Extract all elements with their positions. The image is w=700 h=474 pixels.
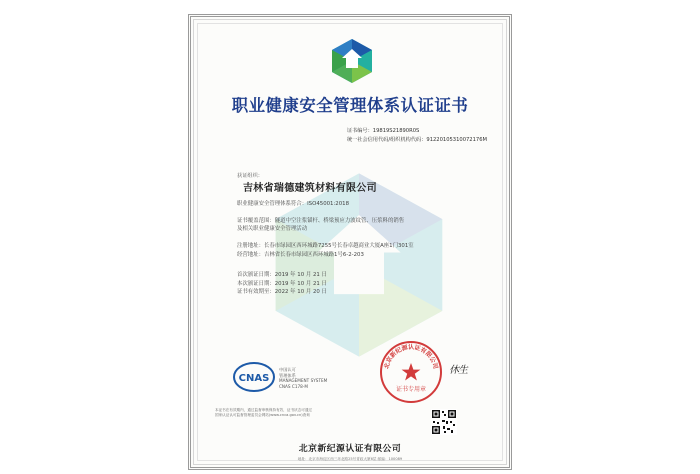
cnas-logo-icon bbox=[233, 361, 275, 393]
credit-code-label: 统一社会信用代码/组织机构代码： bbox=[346, 137, 427, 143]
issuing-organization: 北京新纪源认证有限公司 bbox=[298, 444, 402, 454]
cert-number: 19819S21890R0S bbox=[372, 128, 420, 134]
cnas-accreditation bbox=[233, 361, 368, 397]
footnote bbox=[215, 408, 415, 418]
scope-line-1: 证书覆盖范围：隧道中空注浆锚杆、桥梁预应力波纹管、压浆料的销售 bbox=[237, 217, 405, 224]
cnas-label: CNAS bbox=[238, 373, 270, 384]
footnote-line-2: 国家认证认可监督管理委员会网站(www.cnca.gov.cn)查询 bbox=[215, 413, 310, 417]
certificate bbox=[188, 14, 512, 470]
scope-line-2: 及相关职业健康安全管理活动 bbox=[237, 226, 308, 233]
cnas-code: CNAS C178-M bbox=[279, 383, 308, 389]
official-seal-icon bbox=[378, 339, 444, 405]
cnas-text bbox=[279, 367, 327, 389]
registered-address: 注册地址：长春市绿园区西环城路7255号长春卓越商业大厦A座1门301室 bbox=[237, 242, 414, 249]
expiry-date: 证书有效期至：2022 年 10 月 20 日 bbox=[237, 289, 327, 296]
certificate-title: 职业健康安全管理体系认证证书 bbox=[231, 96, 469, 115]
cnas-cn2: 管理体系 bbox=[279, 372, 296, 378]
qr-code-icon[interactable] bbox=[431, 409, 457, 435]
holder-label: 获证组织： bbox=[237, 173, 263, 179]
footnote-line-1: 本证书在有效期内，通过监督审核保持有效，证书状态可通过 bbox=[215, 408, 313, 412]
certification-logo-icon bbox=[328, 37, 376, 85]
standard-line: 职业健康安全管理体系符合：ISO45001:2018 bbox=[237, 201, 350, 208]
cert-number-row bbox=[347, 127, 487, 136]
dates-block bbox=[237, 271, 487, 297]
cert-number-label: 证书编号： bbox=[346, 128, 373, 134]
seal-text: 北京新纪源认证有限公司 bbox=[383, 344, 439, 370]
issue-date: 本次颁证日期：2019 年 10 月 21 日 bbox=[237, 280, 327, 287]
cnas-cn: 中国认可 bbox=[279, 367, 296, 372]
seal-sub: 证书专用章 bbox=[395, 386, 427, 393]
first-issue-date: 首次颁证日期：2019 年 10 月 21 日 bbox=[237, 272, 327, 279]
cnas-en: MANAGEMENT SYSTEM bbox=[279, 378, 328, 384]
certificate-ids bbox=[347, 127, 487, 145]
credit-code-row bbox=[347, 136, 487, 145]
operating-address: 经营地址：吉林省长春市绿园区西环城路1号6-2-203 bbox=[237, 251, 364, 258]
certificate-body bbox=[237, 172, 487, 297]
signature: 休生 bbox=[449, 365, 467, 376]
organization-address: 地址：北京市海淀区西三环北路25号青政大厦6层 邮编：100089 bbox=[297, 457, 403, 461]
company-name: 吉林省瑞德建筑材料有限公司 bbox=[243, 182, 377, 194]
credit-code: 91220105310072176M bbox=[426, 137, 487, 143]
